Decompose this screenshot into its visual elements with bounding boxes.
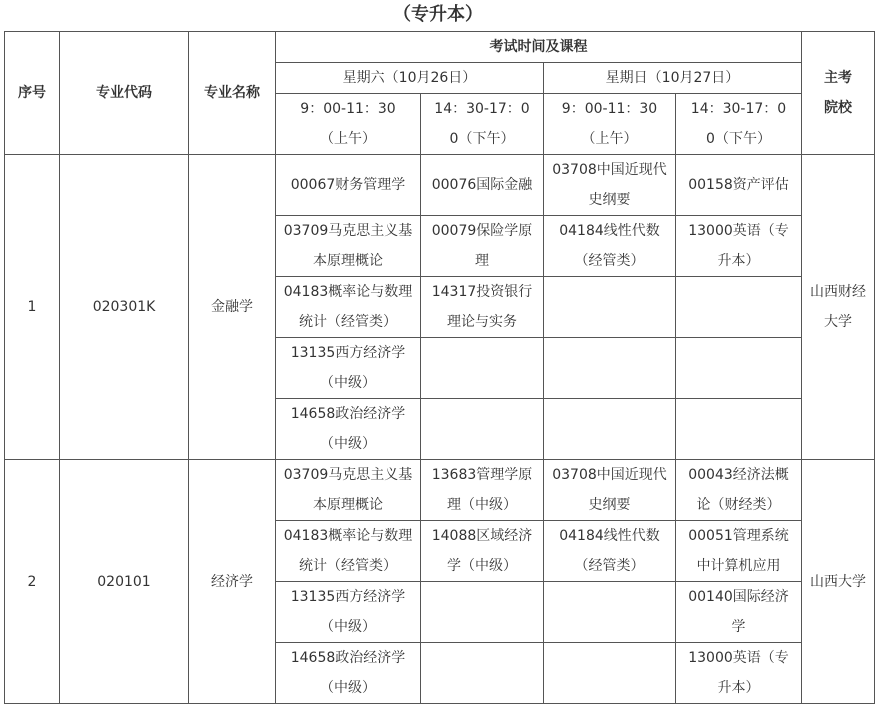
course-cell: 13135西方经济学（中级） — [276, 582, 421, 643]
major-code: 020101 — [60, 460, 189, 704]
header-major-code: 专业代码 — [60, 32, 189, 155]
course-cell: 03708中国近现代史纲要 — [544, 460, 676, 521]
course-cell — [421, 582, 544, 643]
course-cell: 00043经济法概论（财经类） — [676, 460, 802, 521]
major-name: 金融学 — [189, 155, 276, 460]
course-cell — [544, 399, 676, 460]
course-cell: 04183概率论与数理统计（经管类） — [276, 521, 421, 582]
course-cell: 14317投资银行理论与实务 — [421, 277, 544, 338]
exam-schedule-table — [4, 31, 875, 704]
course-cell — [544, 277, 676, 338]
course-cell: 14658政治经济学（中级） — [276, 643, 421, 704]
major-name: 经济学 — [189, 460, 276, 704]
course-cell: 13683管理学原理（中级） — [421, 460, 544, 521]
header-sun-am: 9：00-11：30（上午） — [544, 94, 676, 155]
course-cell: 00051管理系统中计算机应用 — [676, 521, 802, 582]
course-cell: 13000英语（专升本） — [676, 216, 802, 277]
course-cell — [544, 643, 676, 704]
school-name: 山西大学 — [802, 460, 875, 704]
course-cell: 03709马克思主义基本原理概论 — [276, 460, 421, 521]
course-cell: 14088区域经济学（中级） — [421, 521, 544, 582]
course-cell — [676, 338, 802, 399]
course-cell — [544, 338, 676, 399]
header-day-sunday: 星期日（10月27日） — [544, 63, 802, 94]
page-title: （专升本） — [393, 4, 483, 25]
course-cell — [421, 399, 544, 460]
header-major-name: 专业名称 — [189, 32, 276, 155]
header-day-saturday: 星期六（10月26日） — [276, 63, 544, 94]
course-cell — [544, 582, 676, 643]
major-index: 1 — [5, 155, 60, 460]
header-index: 序号 — [5, 32, 60, 155]
course-cell: 04184线性代数（经管类） — [544, 216, 676, 277]
header-exam-time: 考试时间及课程 — [276, 32, 802, 63]
course-cell: 13135西方经济学（中级） — [276, 338, 421, 399]
course-cell: 00076国际金融 — [421, 155, 544, 216]
major-code: 020301K — [60, 155, 189, 460]
course-cell: 04184线性代数（经管类） — [544, 521, 676, 582]
course-cell: 00140国际经济学 — [676, 582, 802, 643]
course-cell — [421, 643, 544, 704]
course-cell: 00067财务管理学 — [276, 155, 421, 216]
header-sun-pm: 14：30-17：00（下午） — [676, 94, 802, 155]
major-index: 2 — [5, 460, 60, 704]
course-cell: 00158资产评估 — [676, 155, 802, 216]
course-cell: 03709马克思主义基本原理概论 — [276, 216, 421, 277]
course-cell: 14658政治经济学（中级） — [276, 399, 421, 460]
course-cell: 00079保险学原理 — [421, 216, 544, 277]
header-sat-am: 9：00-11：30（上午） — [276, 94, 421, 155]
school-name: 山西财经大学 — [802, 155, 875, 460]
course-cell: 13000英语（专升本） — [676, 643, 802, 704]
course-cell — [676, 399, 802, 460]
course-cell — [421, 338, 544, 399]
course-cell: 03708中国近现代史纲要 — [544, 155, 676, 216]
course-cell — [676, 277, 802, 338]
header-sat-pm: 14：30-17：00（下午） — [421, 94, 544, 155]
course-cell: 04183概率论与数理统计（经管类） — [276, 277, 421, 338]
header-school: 主考院校 — [802, 32, 875, 155]
